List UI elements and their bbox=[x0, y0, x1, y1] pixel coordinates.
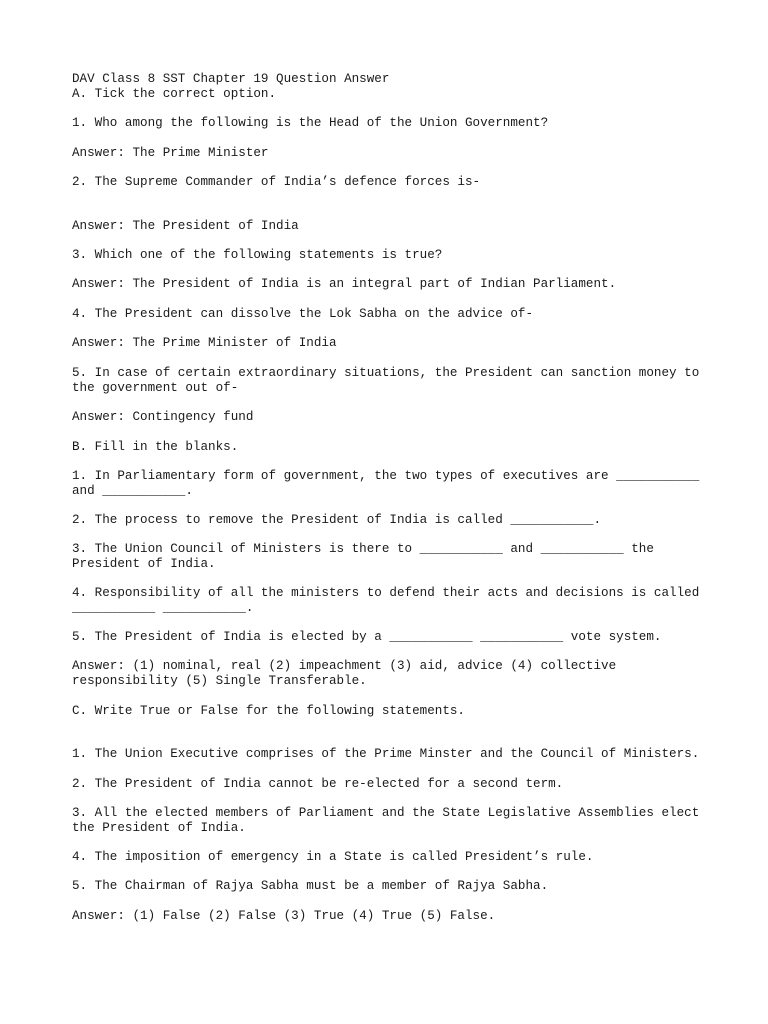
section-a-answer-2: Answer: The President of India bbox=[72, 219, 299, 233]
section-a-answer-1: Answer: The Prime Minister bbox=[72, 146, 269, 160]
section-c-statement-4: 4. The imposition of emergency in a State is called President’s rule. bbox=[72, 850, 594, 864]
page-title: DAV Class 8 SST Chapter 19 Question Answer bbox=[72, 72, 390, 86]
section-b-question-1: 1. In Parliamentary form of government, the two types of executives are ___________ and ___________. bbox=[72, 469, 707, 498]
section-c-statement-1: 1. The Union Executive comprises of the Prime Minster and the Council of Ministers. bbox=[72, 747, 700, 761]
section-c-answer: Answer: (1) False (2) False (3) True (4) True (5) False. bbox=[72, 909, 496, 923]
section-c-statement-2: 2. The President of India cannot be re-elected for a second term. bbox=[72, 777, 564, 791]
section-a-question-2: 2. The Supreme Commander of India’s defence forces is- bbox=[72, 175, 481, 189]
section-c-statement-5: 5. The Chairman of Rajya Sabha must be a member of Rajya Sabha. bbox=[72, 879, 549, 893]
section-a-question-4: 4. The President can dissolve the Lok Sabha on the advice of- bbox=[72, 307, 534, 321]
section-b-heading: B. Fill in the blanks. bbox=[72, 440, 239, 454]
section-c-statement-3: 3. All the elected members of Parliament and the State Legislative Assemblies elect the President of India. bbox=[72, 806, 707, 835]
section-a-heading: A. Tick the correct option. bbox=[72, 87, 277, 101]
section-c-heading: C. Write True or False for the following statements. bbox=[72, 704, 465, 718]
section-a-answer-5: Answer: Contingency fund bbox=[72, 410, 254, 424]
section-b-question-5: 5. The President of India is elected by a ___________ ___________ vote system. bbox=[72, 630, 662, 644]
section-b-answer: Answer: (1) nominal, real (2) impeachment (3) aid, advice (4) collective responsibility (5) Single Transferable. bbox=[72, 659, 624, 688]
section-a-question-1: 1. Who among the following is the Head of the Union Government? bbox=[72, 116, 549, 130]
section-b-question-4: 4. Responsibility of all the ministers to defend their acts and decisions is called ___________ ___________. bbox=[72, 586, 707, 615]
section-a-question-5: 5. In case of certain extraordinary situations, the President can sanction money to the government out of- bbox=[72, 366, 707, 395]
section-a-answer-3: Answer: The President of India is an integral part of Indian Parliament. bbox=[72, 277, 617, 291]
section-b-question-2: 2. The process to remove the President of India is called ___________. bbox=[72, 513, 602, 527]
section-a-answer-4: Answer: The Prime Minister of India bbox=[72, 336, 337, 350]
section-a-question-3: 3. Which one of the following statements is true? bbox=[72, 248, 443, 262]
section-b-question-3: 3. The Union Council of Ministers is there to ___________ and ___________ the President of India. bbox=[72, 542, 662, 571]
